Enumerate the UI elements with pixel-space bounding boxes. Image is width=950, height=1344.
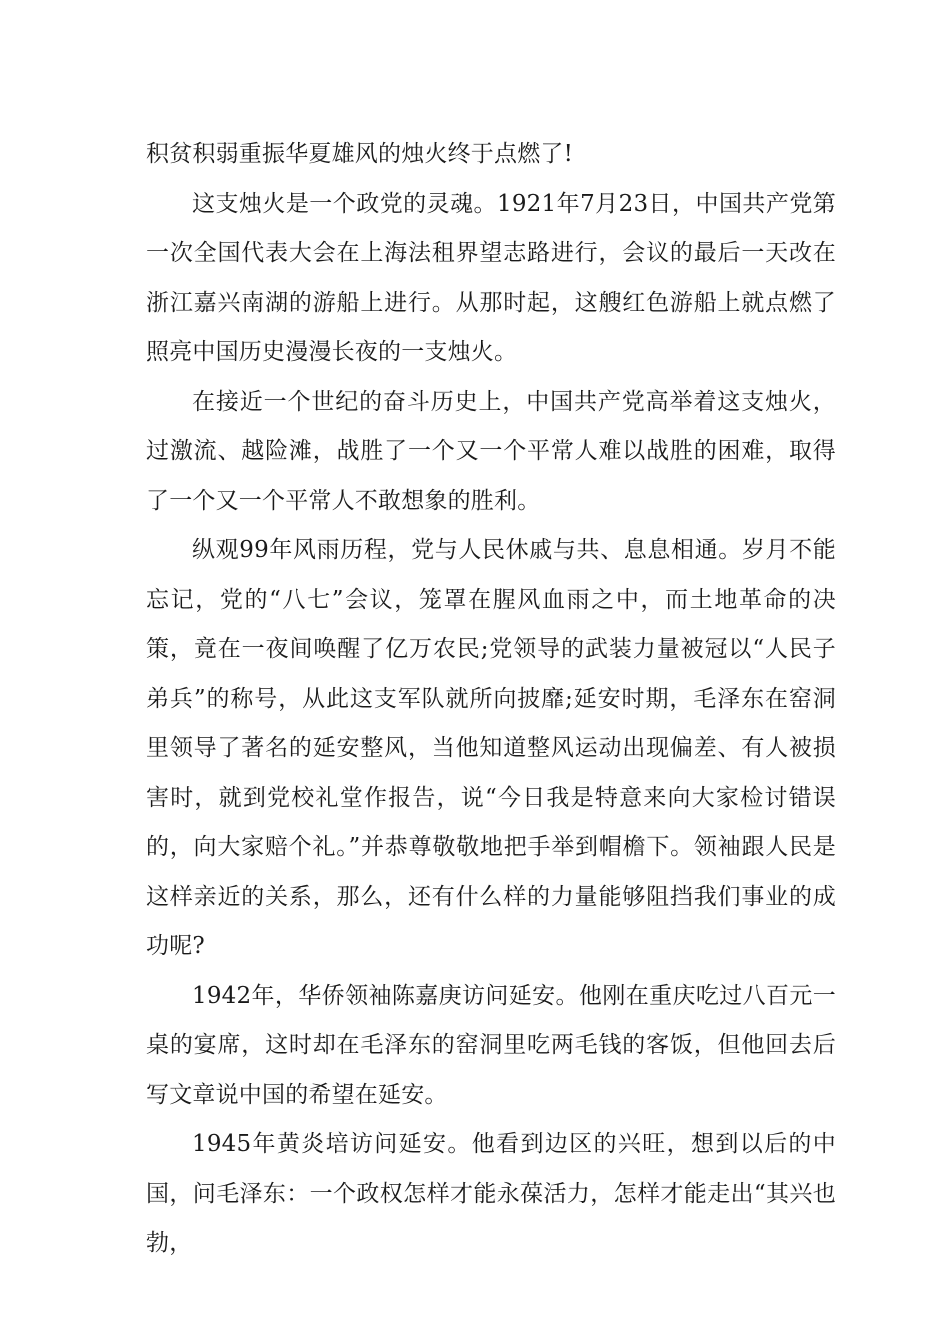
paragraph-3: 在接近一个世纪的奋斗历史上，中国共产党高举着这支烛火，过激流、越险滩，战胜了一个又一个平常人难以战胜的困难，取得了一个又一个平常人不敢想象的胜利。	[146, 388, 836, 514]
paragraph-2: 这支烛火是一个政党的灵魂。1921年7月23日，中国共产党第一次全国代表大会在上海法租界望志路进行，会议的最后一天改在浙江嘉兴南湖的游船上进行。从那时起，这艘红色游船上就点燃了照亮中国历史漫漫长夜的一支烛火。	[146, 190, 836, 365]
paragraph-6: 1945年黄炎培访问延安。他看到边区的兴旺，想到以后的中国，问毛泽东：一个政权怎样才能永葆活力，怎样才能走出“其兴也勃，	[146, 1131, 836, 1256]
paragraph-4: 纵观99年风雨历程，党与人民休戚与共、息息相通。岁月不能忘记，党的“八七”会议，笼罩在腥风血雨之中，而土地革命的决策，竟在一夜间唤醒了亿万农民;党领导的武装力量被冠以“人民子弟兵”的称号，从此这支军队就所向披靡;延安时期，毛泽东在窑洞里领导了著名的延安整风，当他知道整风运动出现偏差、有人被损害时，就到党校礼堂作报告，说“今日我是特意来向大家检讨错误的，向大家赔个礼。”并恭尊敬敬地把手举到帽檐下。领袖跟人民是这样亲近的关系，那么，还有什么样的力量能够阻挡我们事业的成功呢?	[146, 537, 836, 959]
paragraph-1: 积贫积弱重振华夏雄风的烛火终于点燃了!	[146, 141, 574, 167]
document-body	[146, 130, 836, 1269]
paragraph-5: 1942年，华侨领袖陈嘉庚访问延安。他刚在重庆吃过八百元一桌的宴席，这时却在毛泽东的窑洞里吃两毛钱的客饭，但他回去后写文章说中国的希望在延安。	[146, 982, 836, 1108]
